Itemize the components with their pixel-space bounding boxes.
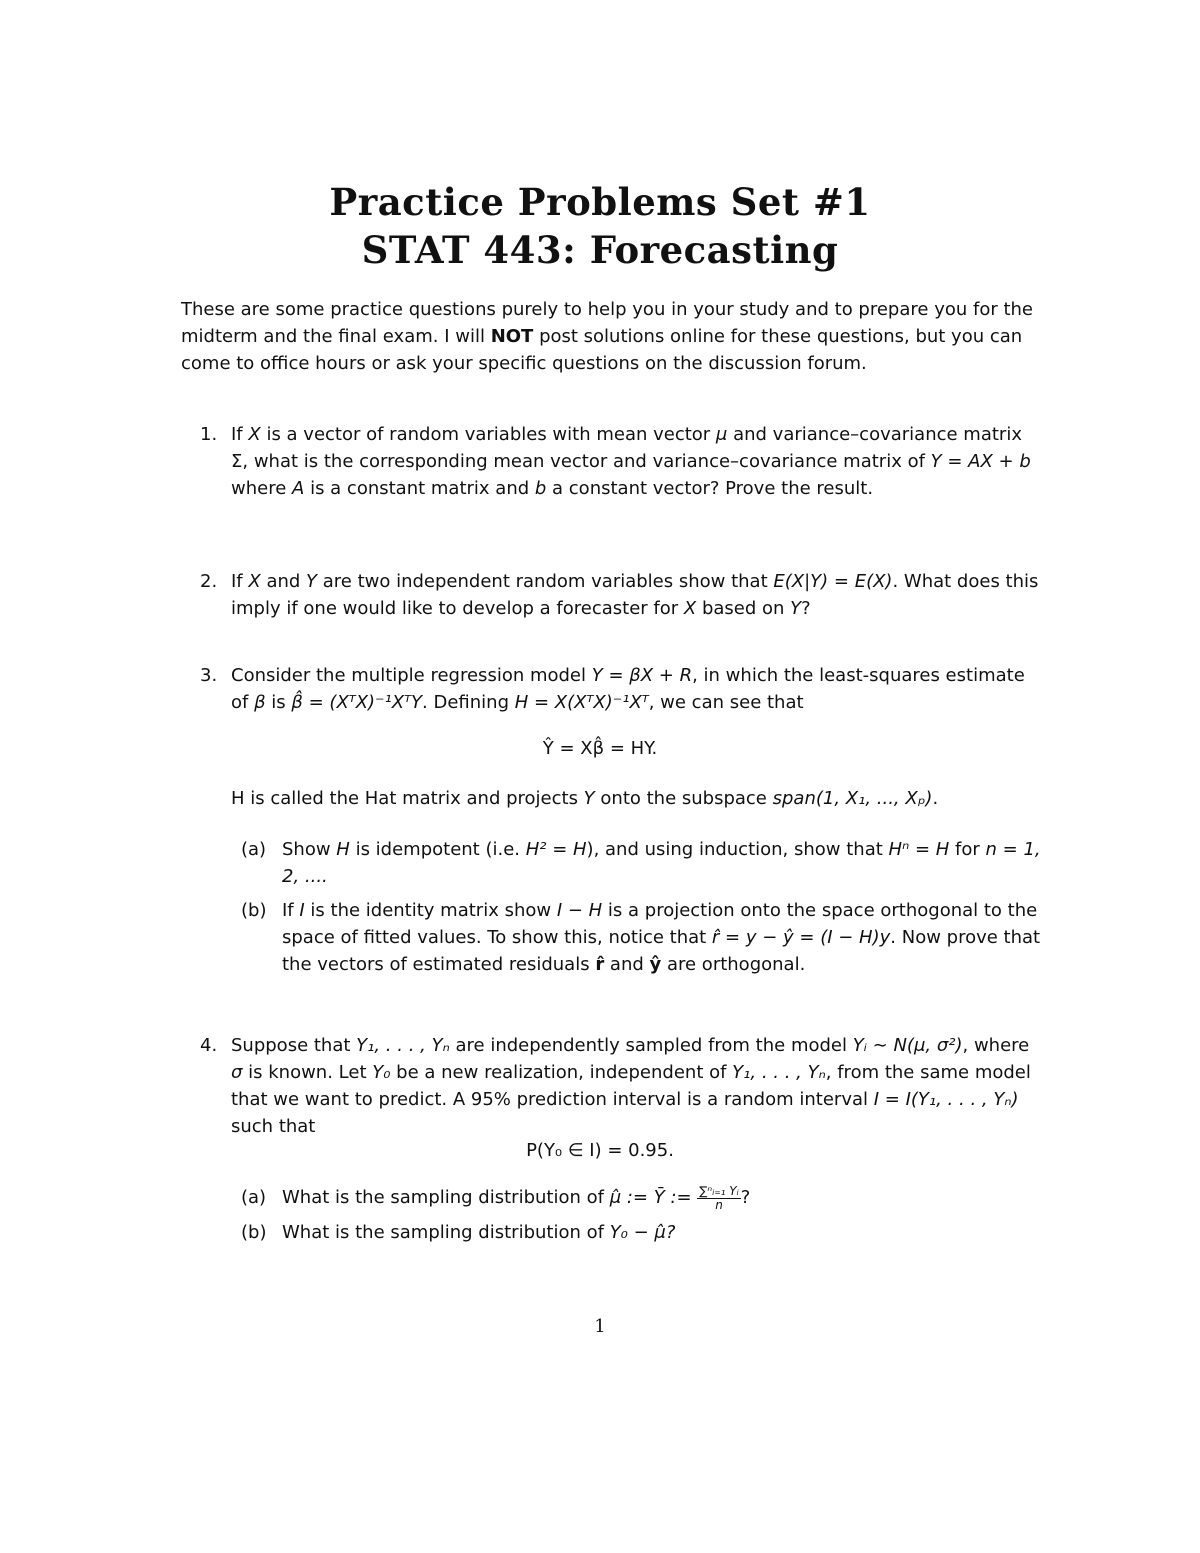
fraction: $\frac{\text{∑ⁿᵢ₌₁ Yᵢ}}{n}$: [699, 1183, 739, 1212]
part-text: What is the sampling distribution of Y₀ − μ̂?: [282, 1222, 676, 1243]
part-label: (b): [241, 1222, 267, 1243]
display-equation-interval: P(Y₀ ∈ I) = 0.95.: [526, 1140, 674, 1161]
problem-text: Consider the multiple regression model Y = βX + R, in which the least-squares estimate of β is β̂ = (XᵀX)⁻¹XᵀY. Defining H = X(XᵀX)⁻¹Xᵀ, we can see that: [231, 665, 1025, 713]
part-label: (a): [241, 839, 267, 860]
problem-text: If X is a vector of random variables with mean vector μ and variance–covariance matrix Σ, what is the corresponding mean vector and variance–covariance matrix of Y = AX + b where A is a constant matrix and b a constant vector? Prove the result.: [231, 424, 1031, 499]
part-text: What is the sampling distribution of μ̂ := Ȳ := $\frac{\text{∑ⁿᵢ₌₁ Yᵢ}}{n}$ ?: [282, 1183, 751, 1212]
problem-text: Suppose that Y₁, . . . , Yₙ are independently sampled from the model Yᵢ ∼ N(μ, σ²), where σ is known. Let Y₀ be a new realization, independent of Y₁, . . . , Yₙ, from the same model that we want to predict. A 95% prediction interval is a random interval I = I(Y₁, . . . , Yₙ) such that: [231, 1035, 1031, 1137]
intro-text-2: post solutions online for these questions, but you can come to office hours or ask your specific questions on the discussion forum.: [181, 326, 1023, 374]
part-text: Show H is idempotent (i.e. H² = H), and using induction, show that Hⁿ = H for n = 1, 2, ....: [282, 839, 1041, 887]
intro-text-1: These are some practice questions purely to help you in your study and to prepare you for the midterm and the final exam. I will: [181, 299, 1033, 347]
part-label: (a): [241, 1187, 267, 1208]
part-label: (b): [241, 900, 267, 921]
problem-number: 1.: [200, 424, 218, 445]
problem-number: 3.: [200, 665, 218, 686]
problem-text: If X and Y are two independent random variables show that E(X|Y) = E(X). What does this imply if one would like to develop a forecaster for X based on Y?: [231, 571, 1039, 619]
display-equation-hat: Ŷ = Xβ̂ = HY.: [542, 738, 658, 759]
page-number: 1: [594, 1316, 606, 1337]
intro-emphasis: NOT: [490, 326, 534, 347]
page-title: Practice Problems Set #1: [329, 180, 871, 224]
part-text: If I is the identity matrix show I − H is a projection onto the space orthogonal to the space of fitted values. To show this, notice that r̂ = y − ŷ = (I − H)y. Now prove that the vectors of estimated residuals r̂ and ŷ are orthogonal.: [282, 900, 1041, 975]
problem-number: 2.: [200, 571, 218, 592]
problem-number: 4.: [200, 1035, 218, 1056]
intro-paragraph: [181, 296, 1041, 377]
hat-matrix-note: H is called the Hat matrix and projects Y onto the subspace span(1, X₁, ..., Xₚ).: [231, 788, 939, 809]
page-subtitle: STAT 443: Forecasting: [361, 228, 839, 272]
